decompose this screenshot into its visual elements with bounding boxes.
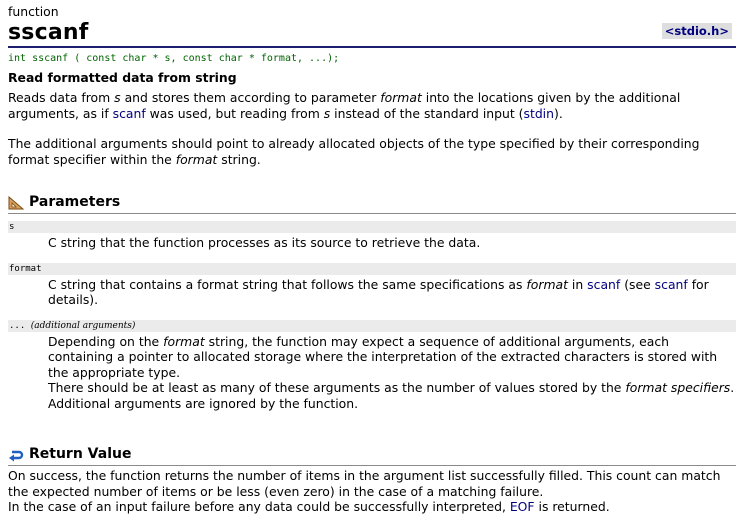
function-prototype: int sscanf ( const char * s, const char * format, ...); bbox=[8, 53, 340, 64]
return-arrow-icon bbox=[8, 448, 24, 462]
param-description: Depending on the format string, the function may expect a sequence of additional arguments, each containing a pointer to allocated storage where the interpretation of the extracted characters is stored with the appropriate type. There should be at least as many of these arguments as the number of values stored by the format specifiers. Additional arguments are ignored by the function. bbox=[48, 333, 735, 411]
return-value-paragraph-2: In the case of an input failure before any data could be successfully interpreted, EOF is returned. bbox=[8, 499, 610, 514]
page-title: sscanf bbox=[8, 20, 89, 45]
description-paragraph-1: Reads data from s and stores them according to parameter format into the locations given by the additional arguments, as if scanf was used, but reading from s instead of the standard input (stdin). bbox=[8, 90, 681, 121]
param-additional bbox=[8, 320, 736, 412]
param-description: C string that the function processes as its source to retrieve the data. bbox=[48, 235, 481, 250]
description-paragraph-2: The additional arguments should point to already allocated objects of the type specified by their corresponding format specifier within the format string. bbox=[8, 136, 700, 167]
triangle-ruler-icon bbox=[8, 196, 24, 210]
param-description: C string that contains a format string that follows the same specifications as format in scanf (see scanf for details). bbox=[48, 276, 709, 307]
scanf-link[interactable]: scanf bbox=[112, 105, 146, 121]
header-file-link[interactable]: <stdio.h> bbox=[662, 23, 732, 39]
return-value-heading: Return Value bbox=[29, 446, 132, 462]
param-name: format bbox=[8, 263, 736, 275]
scanf-link[interactable]: scanf bbox=[654, 276, 688, 292]
scanf-link[interactable]: scanf bbox=[587, 276, 621, 292]
param-format bbox=[8, 263, 736, 308]
stdin-link[interactable]: stdin bbox=[523, 105, 554, 121]
return-value-paragraph-1: On success, the function returns the number of items in the argument list successfully filled. This count can match the expected number of items or be less (even zero) in the case of a matching failure. bbox=[8, 468, 721, 499]
param-name: s bbox=[8, 221, 736, 233]
param-s bbox=[8, 221, 736, 251]
return-value-section-header bbox=[8, 445, 736, 466]
return-value-body bbox=[8, 468, 736, 515]
param-name: ... (additional arguments) bbox=[8, 320, 736, 332]
title-bar bbox=[8, 20, 736, 48]
eof-link[interactable]: EOF bbox=[509, 499, 535, 514]
page-subtitle: Read formatted data from string bbox=[8, 70, 237, 85]
parameters-section-header bbox=[8, 193, 736, 214]
entity-kind: function bbox=[8, 4, 59, 19]
reference-page bbox=[8, 4, 736, 515]
parameters-heading: Parameters bbox=[29, 194, 121, 210]
